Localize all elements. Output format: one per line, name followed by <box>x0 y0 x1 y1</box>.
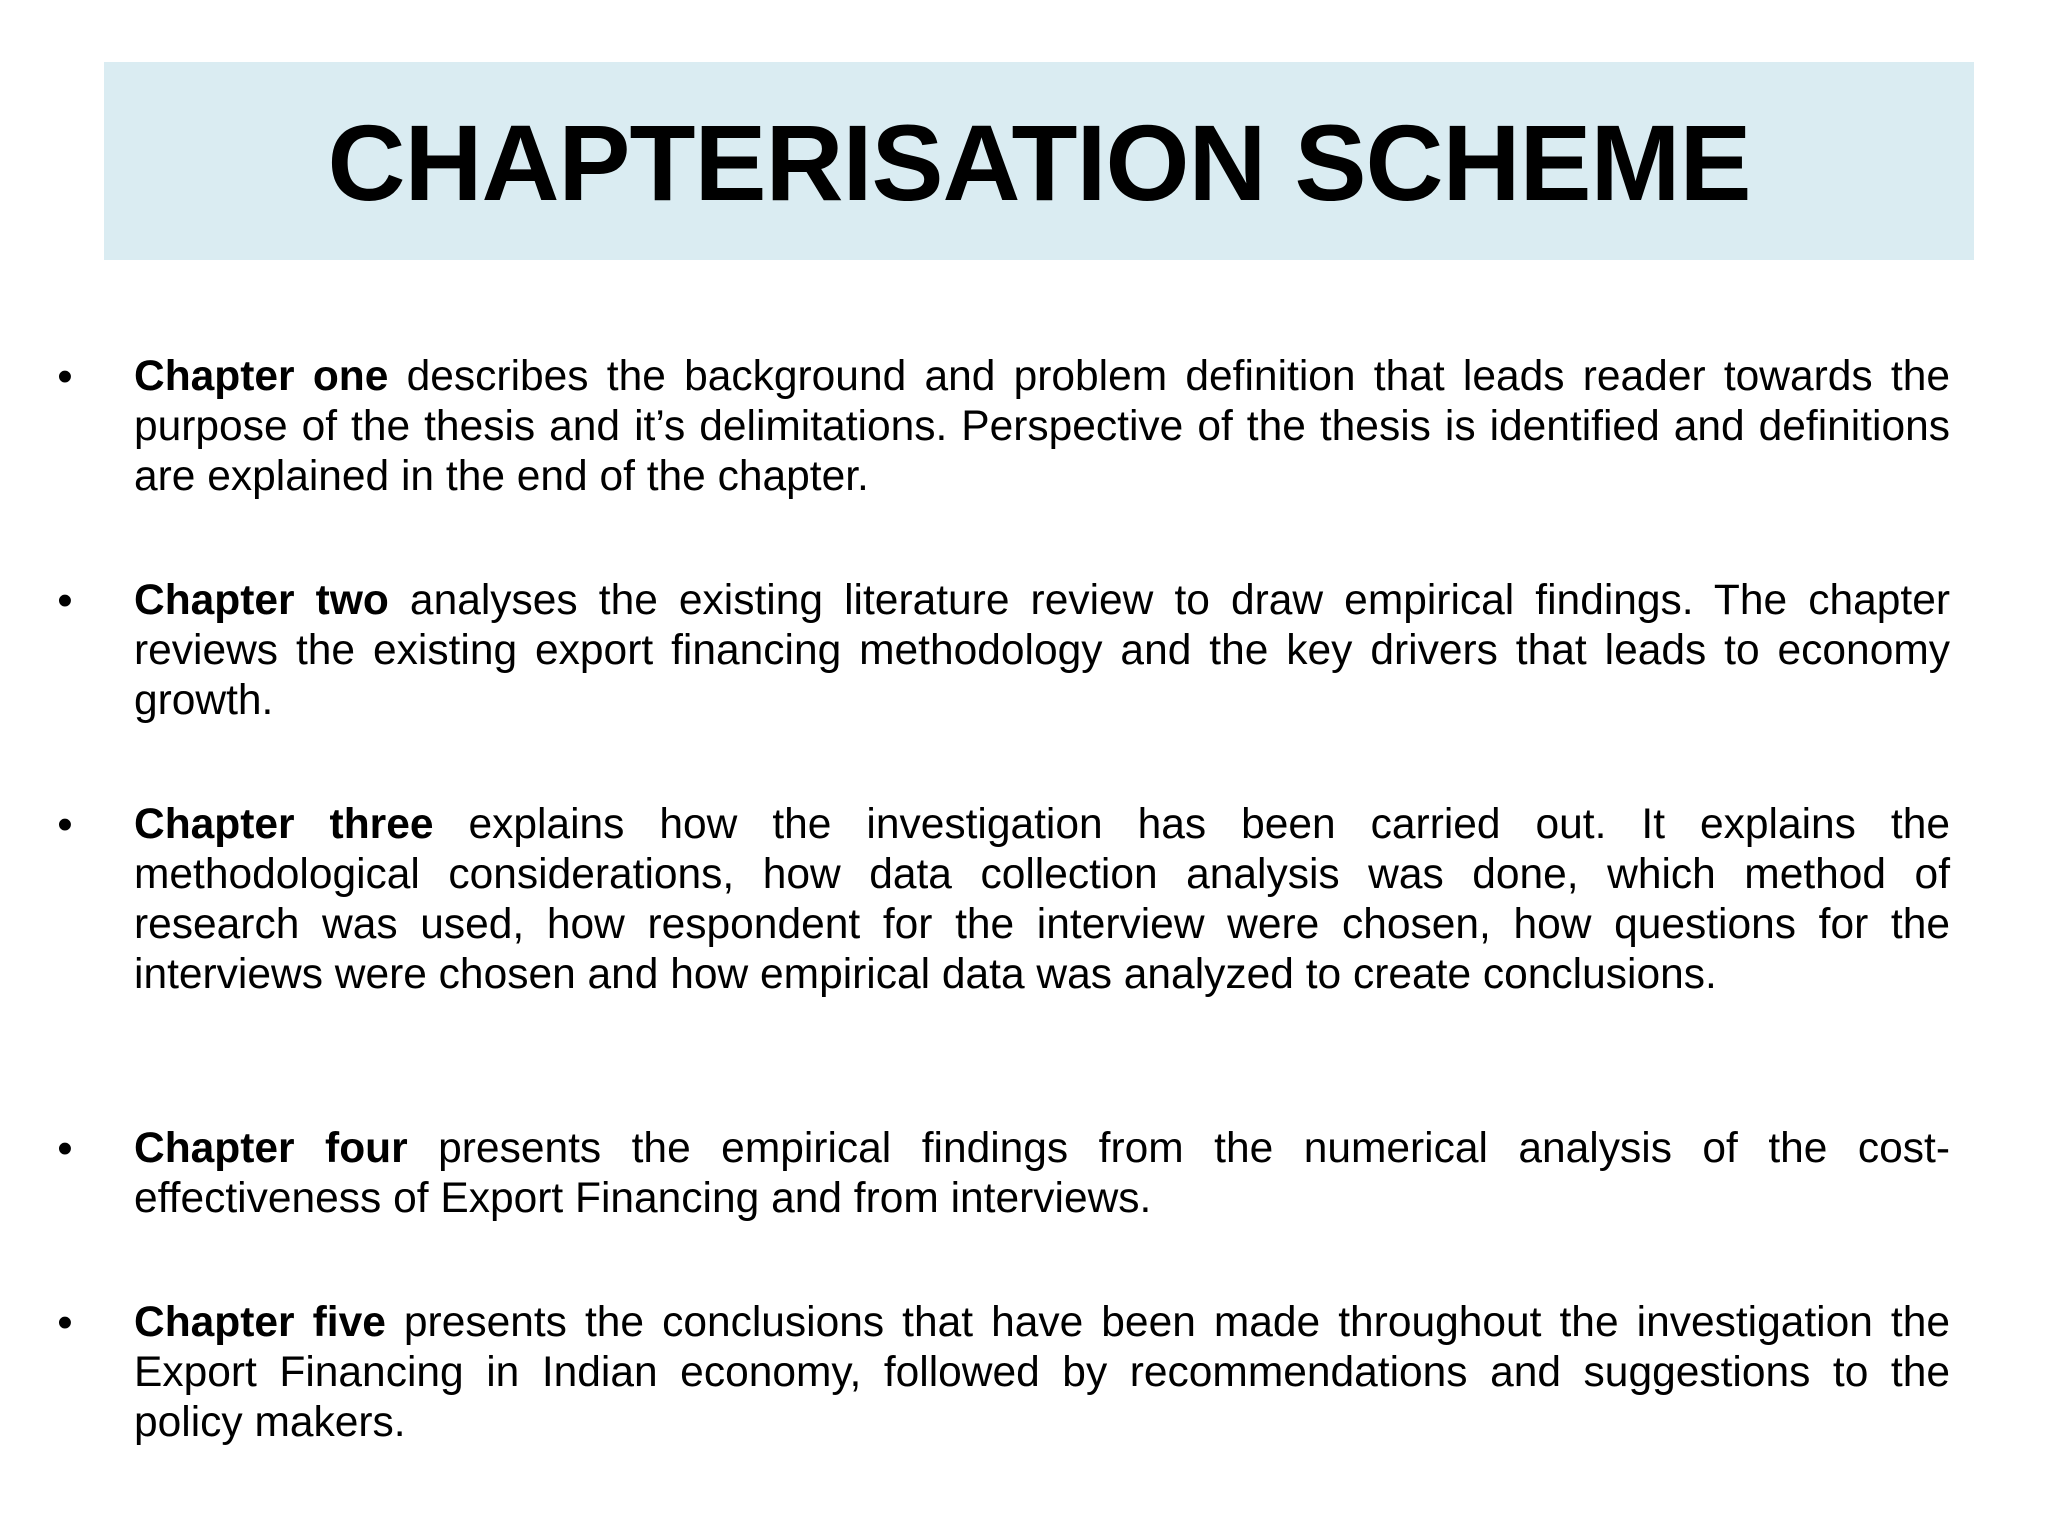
title-band <box>104 62 1974 260</box>
chapter-three-label: Chapter three <box>134 801 434 848</box>
chapter-five-label: Chapter five <box>134 1299 386 1346</box>
bullet-icon: • <box>57 1124 73 1173</box>
chapter-two-text: analyses the existing literature review to draw empirical findings. The chapter reviews the existing export financing methodology and the key drivers that leads to economy growth. <box>134 577 1950 724</box>
chapter-one-description <box>134 352 1950 502</box>
bullet-icon: • <box>57 1298 73 1347</box>
chapter-three-description <box>134 800 1950 1000</box>
chapter-five-description <box>134 1298 1950 1448</box>
slide-title: CHAPTERISATION SCHEME <box>327 102 1751 223</box>
bullet-icon: • <box>57 576 73 625</box>
chapter-three-text: explains how the investigation has been carried out. It explains the methodological considerations, how data collection analysis was done, which method of research was used, how respondent for the interview were chosen, how questions for the interviews were chosen and how empirical data was analyzed to create conclusions. <box>134 801 1950 998</box>
bullet-icon: • <box>57 800 73 849</box>
chapter-four-label: Chapter four <box>134 1125 408 1172</box>
chapter-one-text: describes the background and problem definition that leads reader towards the purpose of the thesis and it’s delimitations. Perspective of the thesis is identified and definitions are explained in the end of the chapter. <box>134 353 1950 500</box>
chapter-two-description <box>134 576 1950 726</box>
chapter-two-label: Chapter two <box>134 577 389 624</box>
chapter-four-description <box>134 1124 1950 1224</box>
chapter-four-text: presents the empirical findings from the numerical analysis of the cost-effectiveness of Export Financing and from interviews. <box>134 1125 1950 1222</box>
chapter-one-label: Chapter one <box>134 353 389 400</box>
bullet-icon: • <box>57 352 73 401</box>
chapter-five-text: presents the conclusions that have been made throughout the investigation the Export Financing in Indian economy, followed by recommendations and suggestions to the policy makers. <box>134 1299 1951 1446</box>
